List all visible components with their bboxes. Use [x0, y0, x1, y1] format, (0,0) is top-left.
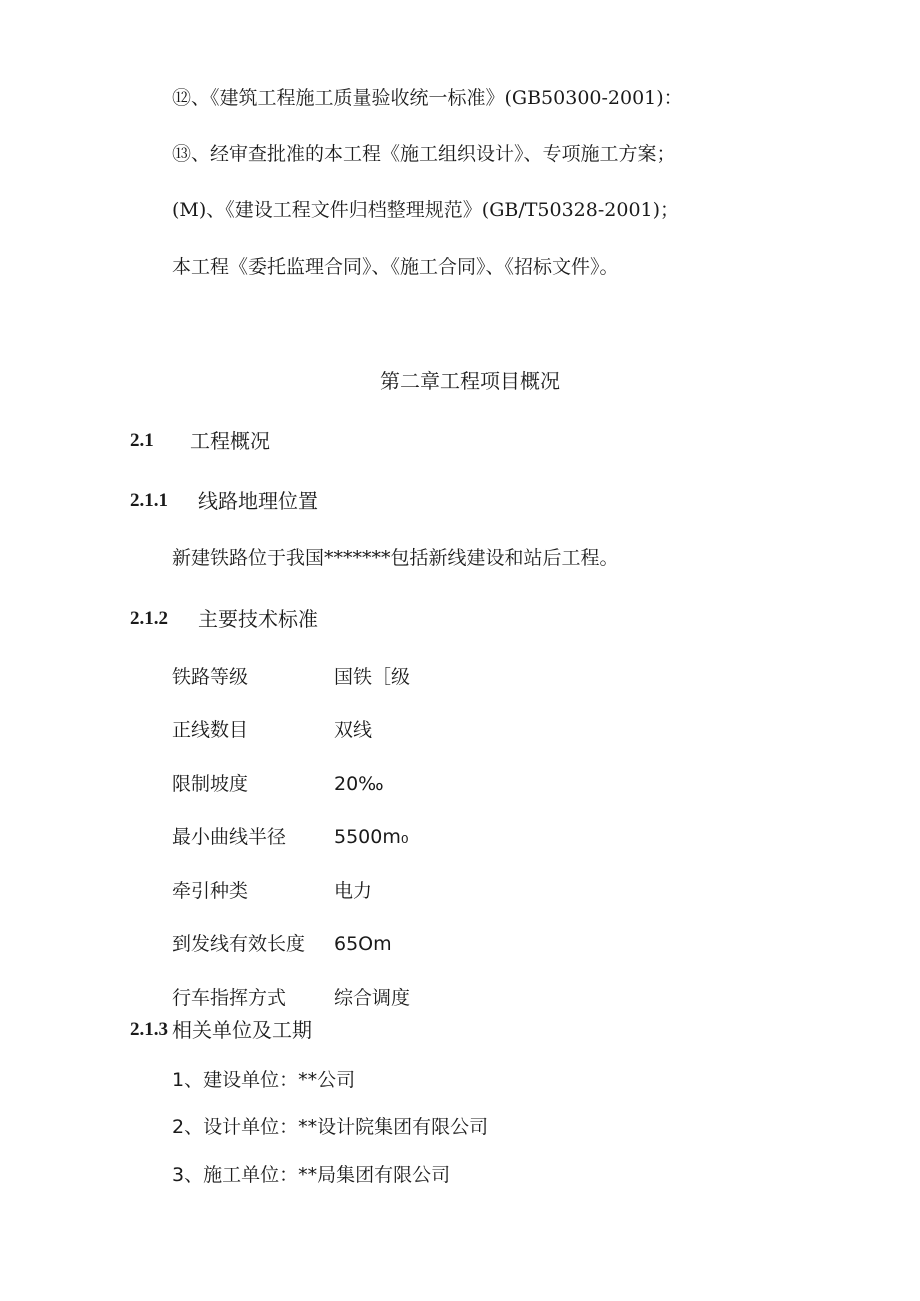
- spec-value: 65Om: [334, 933, 392, 955]
- spec-value: 20‰: [334, 773, 384, 795]
- spec-value: 电力: [334, 880, 373, 902]
- subsection-title: 主要技术标准: [198, 607, 318, 631]
- spec-label: 限制坡度: [172, 773, 249, 795]
- subsection-number: 2.1.3: [130, 1019, 168, 1040]
- spec-label: 行车指挥方式: [172, 987, 287, 1009]
- section-title: 工程概况: [190, 429, 270, 453]
- subsection-title: 相关单位及工期: [172, 1018, 312, 1042]
- location-paragraph: 新建铁路位于我国*******包括新线建设和站后工程。: [172, 547, 619, 569]
- unit-item: 2、设计单位：**设计院集团有限公司: [172, 1116, 489, 1138]
- reference-item: ⑬、经审查批准的本工程《施工组织设计》、专项施工方案；: [172, 143, 676, 165]
- spec-value: 综合调度: [334, 987, 411, 1009]
- subsection-title: 线路地理位置: [198, 489, 318, 513]
- subsection-number: 2.1.2: [130, 608, 168, 629]
- spec-value: 5500m₀: [334, 826, 409, 848]
- subsection-number: 2.1.1: [130, 490, 168, 511]
- unit-item: 1、建设单位：**公司: [172, 1069, 356, 1091]
- chapter-title: 第二章工程项目概况: [380, 369, 560, 393]
- spec-label: 牵引种类: [172, 880, 249, 902]
- spec-value: 国铁［级: [334, 666, 411, 688]
- spec-label: 最小曲线半径: [172, 826, 287, 848]
- spec-label: 铁路等级: [172, 666, 249, 688]
- spec-label: 正线数目: [172, 719, 249, 741]
- spec-value: 双线: [334, 719, 373, 741]
- unit-item: 3、施工单位：**局集团有限公司: [172, 1164, 451, 1186]
- section-number: 2.1: [130, 430, 154, 451]
- reference-item: (M)、《建设工程文件归档整理规范》(GB/T50328-2001)；: [172, 199, 680, 221]
- reference-item: ⑫、《建筑工程施工质量验收统一标准》(GB50300-2001)：: [172, 87, 683, 109]
- reference-item: 本工程《委托监理合同》、《施工合同》、《招标文件》。: [172, 256, 619, 278]
- spec-label: 到发线有效长度: [172, 933, 306, 955]
